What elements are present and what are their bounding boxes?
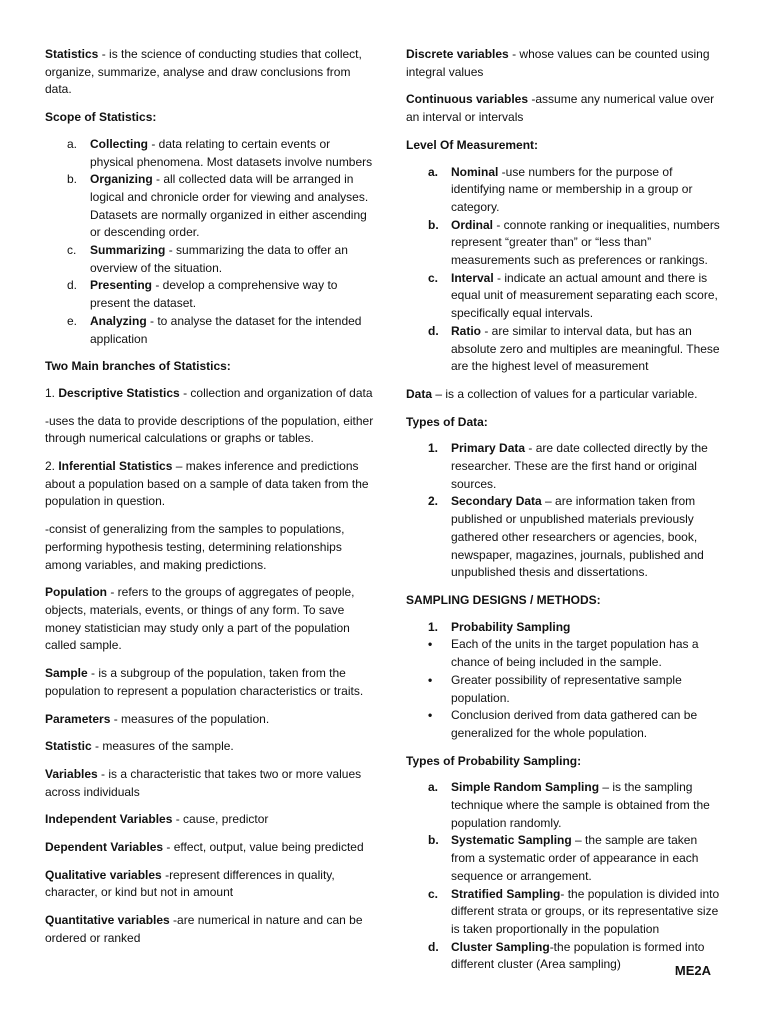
list-item bbox=[406, 636, 722, 671]
list-item bbox=[45, 171, 375, 242]
paragraph bbox=[45, 738, 375, 756]
list-item bbox=[406, 164, 722, 217]
definition: – the sample are taken from a systematic order of appearance in each sequence or arrangement. bbox=[451, 833, 699, 883]
list-item bbox=[45, 313, 375, 348]
definition: – are information taken from published or unpublished materials previously gathered other researchers or agencies, book, newspaper, magazines, journals, published and unpublished thesis and dissertations. bbox=[451, 494, 704, 580]
definition: - measures of the sample. bbox=[91, 739, 234, 754]
paragraph-number: 2. bbox=[45, 459, 59, 474]
term: Sample bbox=[45, 666, 88, 681]
term: Continuous variables bbox=[406, 92, 529, 107]
list-marker: c. bbox=[67, 243, 77, 258]
paragraph bbox=[406, 386, 722, 404]
definition: Conclusion derived from data gathered can be generalized for the whole population. bbox=[451, 708, 698, 740]
term: Simple Random Sampling bbox=[451, 780, 600, 795]
term: Interval bbox=[451, 270, 494, 285]
term: Variables bbox=[45, 766, 98, 781]
definition: - refers to the groups of aggregates of people, objects, materials, events, or things of any form. To save money statistician may study only a part of the population called sample. bbox=[45, 585, 355, 653]
term: Ordinal bbox=[451, 217, 494, 232]
definition: - indicate an actual amount and there is equal unit of measurement separating each score, specifically equal intervals. bbox=[451, 270, 718, 321]
list-item bbox=[45, 242, 375, 277]
list-marker: 1. bbox=[428, 441, 439, 456]
definition: - effect, output, value being predicted bbox=[163, 840, 364, 855]
right-column bbox=[406, 46, 722, 984]
term: Nominal bbox=[451, 164, 499, 179]
definition: -represent differences in quality, character, or kind but not in amount bbox=[45, 867, 335, 900]
definition: -uses the data to provide descriptions of the population, either through numerical calculations or graphs or tables. bbox=[45, 413, 374, 446]
definition: – makes inference and predictions about a population based on a sample of data taken from the population in question. bbox=[45, 459, 369, 509]
paragraph-number: 1. bbox=[45, 385, 59, 400]
term: Quantitative variables bbox=[45, 913, 170, 928]
definition: - the population is divided into different strata or groups, or its representative size is taken proportionally in the population bbox=[451, 886, 720, 936]
list-marker: e. bbox=[67, 313, 78, 328]
definition: -are numerical in nature and can be ordered or ranked bbox=[45, 913, 363, 945]
definition: -the population is formed into different cluster (Area sampling) bbox=[451, 939, 705, 972]
section-heading: Types of Data: bbox=[406, 414, 488, 429]
list-marker: b. bbox=[428, 217, 439, 232]
definition: - all collected data will be arranged in logical and chronicle order for viewing and analyses. Datasets are normally organized in either ascending or descending order. bbox=[90, 172, 369, 240]
definition: - develop a comprehensive way to present the dataset. bbox=[90, 278, 338, 311]
left-column bbox=[45, 46, 375, 958]
definition: - is a characteristic that takes two or more values across individuals bbox=[45, 766, 362, 799]
term: Dependent Variables bbox=[45, 840, 164, 855]
term: Statistics bbox=[45, 47, 99, 61]
definition: - connote ranking or inequalities, numbers represent “greater than” or “less than” measurements such as preferences or rankings. bbox=[451, 217, 720, 268]
term: Parameters bbox=[45, 711, 111, 726]
list-marker: a. bbox=[428, 780, 439, 795]
paragraph bbox=[45, 766, 375, 801]
term: Descriptive Statistics bbox=[58, 385, 180, 400]
list-item bbox=[406, 323, 722, 376]
list-item bbox=[406, 217, 722, 270]
list-item bbox=[406, 832, 722, 885]
term: Primary Data bbox=[451, 441, 526, 456]
term: Qualitative variables bbox=[45, 867, 162, 882]
term: Organizing bbox=[90, 172, 153, 187]
list-marker: • bbox=[428, 637, 433, 652]
list-marker: a. bbox=[428, 164, 439, 179]
list-marker: • bbox=[428, 672, 433, 687]
item-list bbox=[406, 440, 722, 582]
section-heading: Types of Probability Sampling: bbox=[406, 753, 582, 768]
list-marker: • bbox=[428, 708, 433, 723]
definition: - cause, predictor bbox=[172, 812, 269, 827]
list-marker: a. bbox=[67, 136, 78, 151]
paragraph bbox=[45, 839, 375, 857]
paragraph bbox=[45, 46, 375, 99]
list-item bbox=[406, 619, 722, 637]
definition: - are similar to interval data, but has an absolute zero and multiples are meaningful. These are the highest level of measurement bbox=[451, 323, 720, 374]
definition: Greater possibility of representative sample population. bbox=[451, 672, 682, 705]
list-marker: b. bbox=[67, 172, 78, 187]
list-marker: c. bbox=[428, 270, 439, 285]
list-item bbox=[406, 779, 722, 832]
section-heading: Scope of Statistics: bbox=[45, 110, 157, 125]
item-list bbox=[406, 779, 722, 974]
list-marker: 2. bbox=[428, 494, 439, 509]
paragraph bbox=[406, 46, 722, 81]
term: Ratio bbox=[451, 323, 481, 338]
list-item bbox=[406, 493, 722, 582]
list-item bbox=[45, 136, 375, 171]
paragraph bbox=[45, 665, 375, 700]
definition: - data relating to certain events or physical phenomena. Most datasets involve numbers bbox=[90, 136, 373, 169]
section-heading: Level Of Measurement: bbox=[406, 137, 539, 152]
term: Discrete variables bbox=[406, 47, 509, 61]
item-list bbox=[406, 164, 722, 376]
list-item bbox=[406, 270, 722, 323]
paragraph bbox=[45, 912, 375, 947]
term: Independent Variables bbox=[45, 812, 173, 827]
definition: -assume any numerical value over an interval or intervals bbox=[406, 92, 715, 125]
term: Presenting bbox=[90, 278, 153, 293]
paragraph bbox=[45, 521, 375, 574]
page-footer-code: ME2A bbox=[674, 963, 711, 978]
list-item bbox=[406, 672, 722, 707]
term: Statistic bbox=[45, 739, 92, 754]
term: Collecting bbox=[90, 136, 149, 151]
item-list bbox=[406, 619, 722, 743]
list-marker: 1. bbox=[428, 619, 439, 634]
paragraph bbox=[406, 91, 722, 126]
list-marker: c. bbox=[428, 886, 439, 901]
term: Summarizing bbox=[90, 243, 166, 258]
term: Inferential Statistics bbox=[58, 459, 173, 474]
list-marker: d. bbox=[67, 278, 78, 293]
definition: - to analyse the dataset for the intended application bbox=[90, 313, 362, 346]
term: Probability Sampling bbox=[451, 619, 571, 634]
list-marker: b. bbox=[428, 833, 439, 848]
definition: - measures of the population. bbox=[110, 711, 270, 726]
paragraph bbox=[45, 867, 375, 902]
term: Population bbox=[45, 585, 107, 600]
paragraph bbox=[45, 385, 375, 403]
definition: - is a subgroup of the population, taken from the population to represent a population characteristics or traits. bbox=[45, 666, 364, 698]
list-item bbox=[406, 886, 722, 939]
paragraph bbox=[45, 711, 375, 729]
term: Systematic Sampling bbox=[451, 833, 572, 848]
definition: - is the science of conducting studies that collect, organize, summarize, analyse and draw conclusions from data. bbox=[45, 47, 362, 97]
list-marker: d. bbox=[428, 939, 439, 954]
definition: – is a collection of values for a particular variable. bbox=[432, 386, 698, 401]
paragraph bbox=[45, 811, 375, 829]
definition: -use numbers for the purpose of identifying name or membership in a group or category. bbox=[451, 164, 693, 214]
definition: - whose values can be counted using integral values bbox=[406, 47, 710, 79]
item-list bbox=[45, 136, 375, 348]
list-item bbox=[406, 440, 722, 493]
paragraph bbox=[45, 413, 375, 448]
list-item bbox=[406, 707, 722, 742]
list-marker: d. bbox=[428, 323, 439, 338]
term: Stratified Sampling bbox=[451, 886, 561, 901]
definition: - are date collected directly by the researcher. These are the first hand or original sources. bbox=[451, 441, 708, 491]
section-heading: SAMPLING DESIGNS / METHODS: bbox=[406, 592, 601, 607]
definition: -consist of generalizing from the samples to populations, performing hypothesis testing, determining relationships among variables, and making predictions. bbox=[45, 522, 345, 572]
definition: - summarizing the data to offer an overview of the situation. bbox=[90, 243, 348, 275]
paragraph bbox=[45, 584, 375, 655]
definition: - collection and organization of data bbox=[179, 385, 373, 400]
definition: Each of the units in the target population has a chance of being included in the sample. bbox=[451, 637, 699, 670]
term: Data bbox=[406, 386, 433, 401]
paragraph bbox=[45, 458, 375, 511]
term: Secondary Data bbox=[451, 494, 542, 509]
section-heading: Two Main branches of Statistics: bbox=[45, 359, 231, 374]
list-item bbox=[45, 277, 375, 312]
definition: – is the sampling technique where the sample is obtained from the population randomly. bbox=[451, 780, 710, 830]
term: Analyzing bbox=[90, 313, 147, 328]
term: Cluster Sampling bbox=[451, 939, 550, 954]
